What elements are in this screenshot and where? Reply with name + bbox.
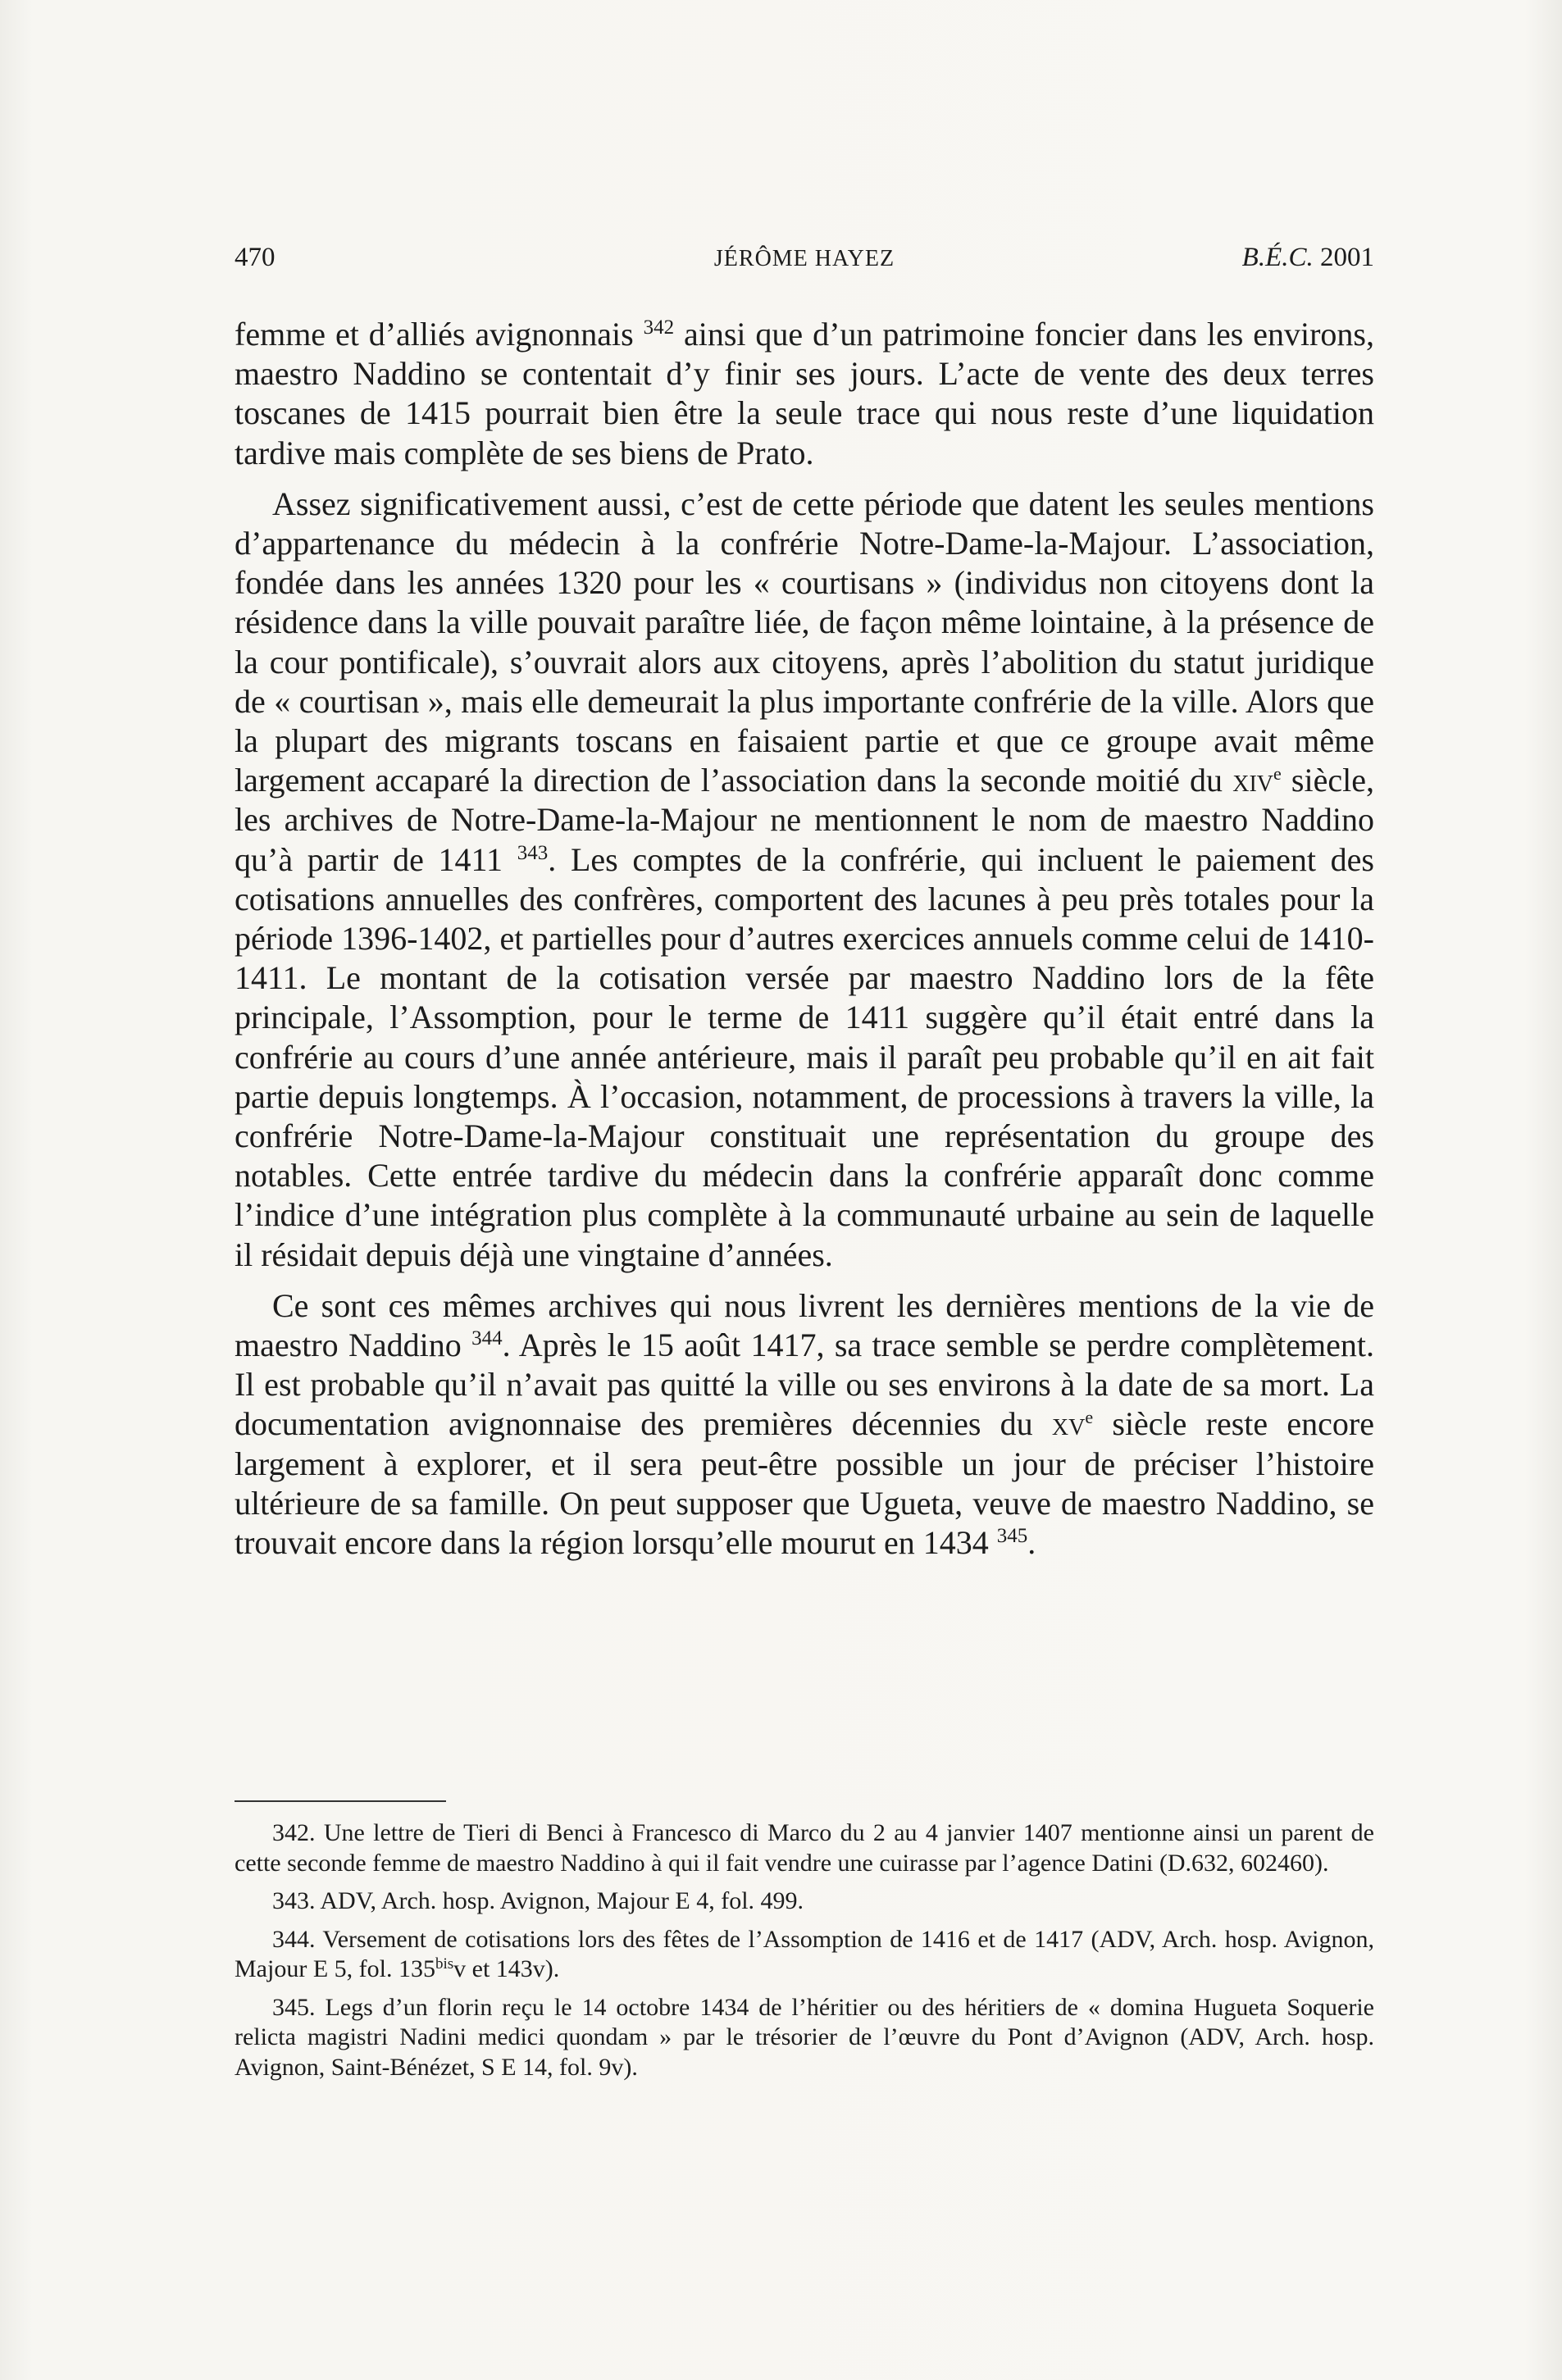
text-run: siècle reste encore largement à explorer, et il sera peut-être possible un jour de préciser l’histoire ultérieure de sa famille. On peut supposer que Ugueta, veuve de maestro Naddino, se trouvait encore dans la région lorsqu’elle mourut en 1434 [235, 1405, 1374, 1562]
text-run: ainsi que d’un patrimoine foncier dans les environs, maestro Naddino se contentait d’y finir ses jours. L’acte de vente des deux terres toscanes de 1415 pourrait bien être la seule trace qui nous reste d’une liquidation tardive mais complète de ses biens de Prato. [235, 316, 1374, 471]
text-run: . [1027, 1524, 1036, 1562]
running-head-author: JÉRÔME HAYEZ [713, 246, 895, 271]
paragraph-3 [235, 1286, 1374, 1563]
footnotes [235, 1818, 1374, 2091]
footnote-345: 345. Legs d’un florin reçu le 14 octobre 1434 de l’héritier ou des héritiers de « domina Hugueta Soquerie relicta magistri Nadini medici quondam » par le trésorier de l’œuvre du Pont d’Avignon (ADV, Arch. hosp. Avignon, Saint-Bénézet, S E 14, fol. 9v). [235, 1993, 1374, 2081]
paragraph-1 [235, 315, 1374, 473]
journal-year: 2001 [1320, 243, 1374, 272]
footnote-ref-345[interactable]: 345 [996, 1525, 1028, 1548]
text-run: Assez significativement aussi, c’est de cette période que datent les seules mentions d’appartenance du médecin à la confrérie Notre-Dame-la-Majour. L’association, fondée dans les années 1320 pour les « courtisans » (individus non citoyens dont la résidence dans la ville pouvait paraître liée, de façon même lointaine, à la présence de la cour pontificale), s’ouvrait alors aux citoyens, après l’abolition du statut juridique de « courtisan », mais elle demeurait la plus importante confrérie de la ville. Alors que la plupart des migrants toscans en faisaient partie et que ce groupe avait même largement accaparé la direction de l’association dans la seconde moitié du [235, 485, 1374, 799]
superscript-bis: bis [435, 1955, 454, 1973]
footnote-ref-343[interactable]: 343 [517, 841, 549, 864]
text-run: . Les comptes de la confrérie, qui incluent le paiement des cotisations annuelles des confrères, comportent des lacunes à peu près totales pour la période 1396-1402, et partielles pour d’autres exercices annuels comme celui de 1410-1411. Le montant de la cotisation versée par maestro Naddino lors de la fête principale, l’Assomption, pour le terme de 1411 suggère qu’il était entré dans la confrérie au cours d’une année antérieure, mais il paraît peu probable qu’il en ait fait partie depuis longtemps. À l’occasion, notamment, de processions à travers la ville, la confrérie Notre-Dame-la-Majour constituait une représentation du groupe des notables. Cette entrée tardive du médecin dans la confrérie apparaît donc comme l’indice d’une intégration plus complète à la communauté urbaine au sein de laquelle il résidait depuis déjà une vingtaine d’années. [235, 840, 1375, 1273]
page-number: 470 [235, 243, 276, 272]
century-suffix: e [1085, 1407, 1094, 1428]
journal-abbreviation: B.É.C. [1241, 243, 1314, 272]
century-numeral: xv [1051, 1405, 1086, 1443]
text-run: . Après le 15 août 1417, sa trace semble se perdre complètement. Il est probable qu’il n’avait pas quitté la ville ou ses environs à la date de sa mort. La documentation avignonnaise des premières décennies du [235, 1327, 1375, 1443]
main-text [235, 315, 1374, 1574]
text-run: femme et d’alliés avignonnais [235, 316, 644, 353]
footnote-ref-342[interactable]: 342 [643, 316, 675, 339]
footnote-343: 343. ADV, Arch. hosp. Avignon, Majour E 4, fol. 499. [272, 1887, 804, 1914]
century-numeral: xiv [1232, 762, 1273, 799]
footnote-344 [235, 1925, 1374, 1985]
footnote-separator [235, 1800, 446, 1802]
footnote-342: 342. Une lettre de Tieri di Benci à Francesco di Marco du 2 au 4 janvier 1407 mentionne ainsi un parent de cette seconde femme de maestro Naddino à qui il fait vendre une cuirasse par l’agence Datini (D.632, 602460). [235, 1819, 1374, 1877]
running-header [235, 243, 1374, 279]
running-head-journal [1242, 243, 1374, 273]
paragraph-2 [235, 485, 1374, 1275]
text-run: siècle, les archives de Notre-Dame-la-Majour ne mentionnent le nom de maestro Naddino qu’à partir de 1411 [235, 762, 1374, 878]
text-run: v et 143v). [453, 1955, 560, 1982]
text-run: Ce sont ces mêmes archives qui nous livrent les dernières mentions de la vie de maestro Naddino [235, 1286, 1374, 1364]
text-run: 344. Versement de cotisations lors des fêtes de l’Assomption de 1416 et de 1417 (ADV, Arch. hosp. Avignon, Majour E 5, fol. 135 [235, 1925, 1374, 1982]
century-suffix: e [1273, 763, 1282, 785]
footnote-ref-344[interactable]: 344 [471, 1327, 503, 1350]
